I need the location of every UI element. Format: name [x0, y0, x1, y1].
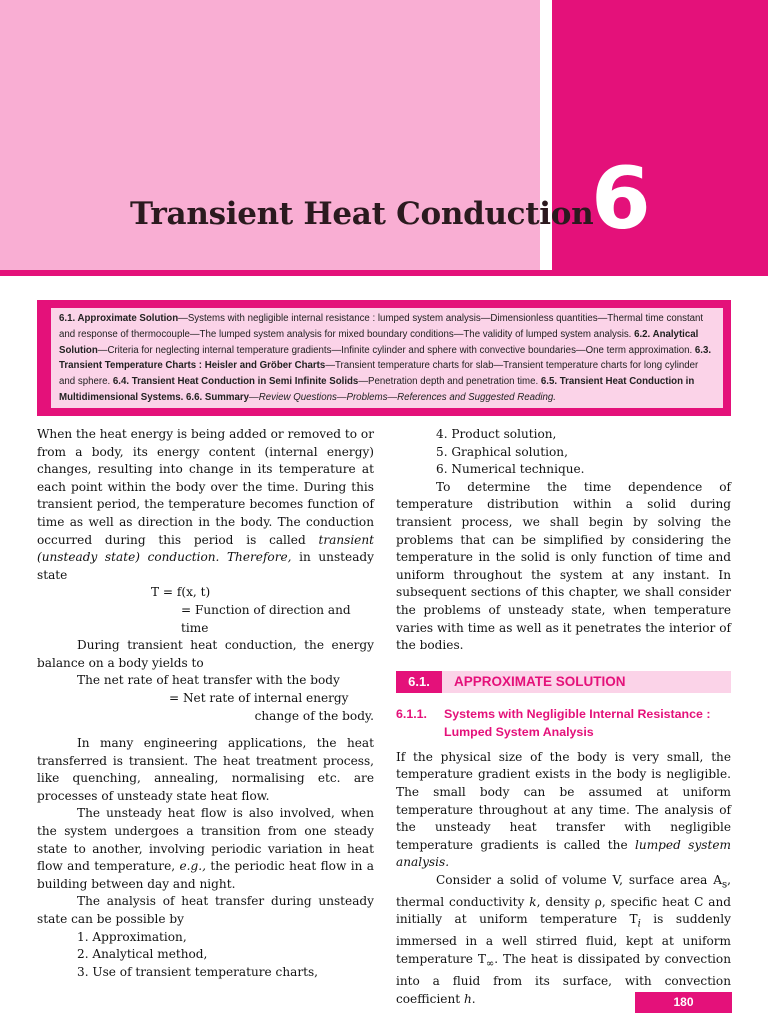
list-item: 2. Analytical method,: [77, 947, 208, 962]
contents-section-6-2: 6.2. Analytical Solution: [59, 328, 699, 356]
paragraph: The unsteady heat flow is also involved, when the system undergoes a transition from one steady state to another, involving periodic variation in heat flow and temperature, e.g., the periodic heat flow in a building between day and night.: [37, 806, 374, 891]
subsection-title: Systems with Negligible Internal Resistance : Lumped System Analysis: [444, 706, 711, 739]
chapter-number: 6: [591, 149, 651, 249]
equation: The net rate of heat transfer with the body: [77, 673, 340, 688]
banner-rule: [0, 270, 768, 276]
chapter-title: Transient Heat Conduction: [130, 196, 594, 232]
chapter-contents-box: [37, 300, 731, 416]
page-number: 180: [635, 992, 732, 1013]
paragraph: When the heat energy is being added or removed to or from a body, its energy content (internal energy) changes, resulting into change in its temperature at each point within the body over the time. During this transient period, the temperature becomes function of time as well as direction in the body. The conduction occurred during this period is called transient (unsteady state) conduction. Therefore, in unsteady state: [37, 427, 374, 582]
section-number: 6.1.: [396, 671, 442, 693]
paragraph: During transient heat conduction, the energy balance on a body yields to: [37, 638, 374, 670]
list-item: 3. Use of transient temperature charts,: [77, 964, 319, 979]
equation: change of the body.: [254, 708, 374, 723]
paragraph: In many engineering applications, the heat transferred is transient. The heat treatment process, like quenching, annealing, normalising etc. are processes of unsteady state heat flow.: [37, 736, 374, 803]
equation: = Net rate of internal energy: [169, 690, 349, 705]
paragraph: Consider a solid of volume V, surface area $A_s$, thermal conductivity k, density ρ, specific heat C and initially at uniform temperature $T_i$ is suddenly immersed in a well stirred fluid, kept at uniform temperature $T_\infty$. The heat is dissipated by convection into a fluid from its surface, with convection coefficient h.: [396, 872, 731, 1006]
banner-divider: [540, 0, 552, 276]
section-title: APPROXIMATE SOLUTION: [454, 673, 626, 689]
left-column: [37, 426, 374, 981]
chapter-number-panel: [552, 0, 768, 276]
list-item: 6. Numerical technique.: [436, 462, 585, 477]
contents-section-6-4: 6.4. Transient Heat Conduction in Semi Infinite Solids: [112, 376, 359, 388]
right-column: [396, 426, 731, 1008]
paragraph: To determine the time dependence of temperature distribution within a solid during transient process, we shall begin by solving the problems that can be simplified by considering the temperature in the solid is only function of time and uniform throughout the system at any instant. In subsequent sections of this chapter, we shall consider the problems of unsteady state, when temperature varies with time as well as it penetrates the interior of the bodies.: [396, 479, 731, 653]
list-item: 1. Approximation,: [77, 929, 187, 944]
paragraph: The analysis of heat transfer during unsteady state can be possible by: [37, 894, 374, 927]
list-item: 4. Product solution,: [436, 427, 557, 441]
equation: T = f(x, t): [151, 585, 211, 600]
chapter-contents-text: 6.1. Approximate Solution—Systems with negligible internal resistance : lumped system analysis—Dimensionless quantities—Thermal time constant and response of thermocouple—The lumped system analysis for mixed boundary conditions—The validity of lumped system analysis. 6.2. Analytical Solution—Criteria for neglecting internal temperature gradients—Infinite cylinder and sphere with convective boundaries—One term approximation. 6.3. Transient Temperature Charts : Heisler and Gröber Charts—Transient temperature charts for slab—Transient temperature charts for long cylinder and sphere. 6.4. Transient Heat Conduction in Semi Infinite Solids—Penetration depth and penetration time. 6.5. Transient Heat Conduction in Multidimensional Systems. 6.6. Summary—Review Questions—Problems—References and Suggested Reading.: [51, 308, 723, 408]
equation: = Function of direction and time: [181, 602, 351, 635]
contents-section-6-1: 6.1. Approximate Solution: [59, 313, 179, 324]
subsection-heading: [396, 705, 731, 741]
section-heading: [396, 671, 731, 693]
list-item: 5. Graphical solution,: [436, 444, 568, 459]
paragraph: If the physical size of the body is very small, the temperature gradient exists in the body is negligible. The small body can be assumed at uniform temperature throughout at any time. The analysis of the unsteady heat transfer with negligible temperature gradients is called the lumped system analysis.: [396, 749, 731, 870]
contents-section-6-5: 6.5. Transient Heat Conduction in Multidimensional Systems. 6.6. Summary: [59, 376, 695, 403]
contents-section-6-3: 6.3. Transient Temperature Charts : Heisler and Gröber Charts: [59, 344, 712, 372]
subsection-number: 6.1.1.: [396, 706, 428, 721]
